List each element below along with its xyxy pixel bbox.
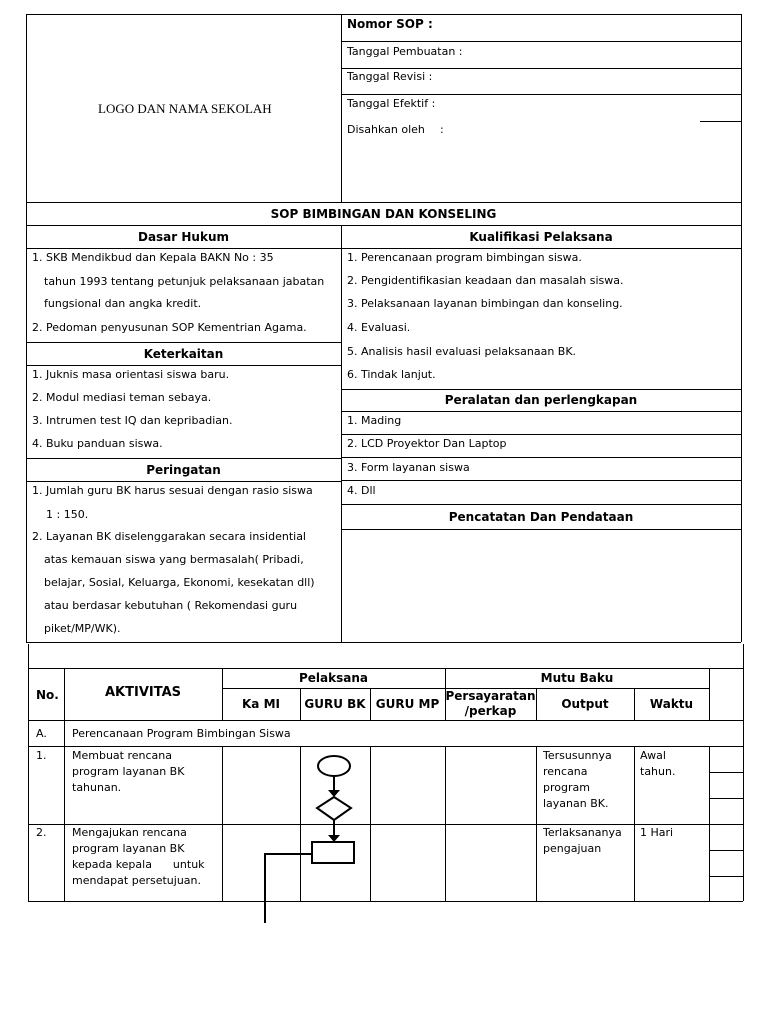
peralatan-item: 2. LCD Proyektor Dan Laptop: [347, 437, 507, 450]
row-output: Tersusunnya: [543, 749, 612, 762]
flowchart-connector: [265, 854, 312, 923]
row-aktivitas: Mengajukan rencana: [72, 826, 187, 839]
row-output: layanan BK.: [543, 797, 609, 810]
col-no-header: No.: [36, 688, 59, 702]
dasar-hukum-line: 1. SKB Mendikbud dan Kepala BAKN No : 35: [32, 251, 274, 264]
row-aktivitas: program layanan BK: [72, 765, 185, 778]
nomor-sop-label: Nomor SOP :: [347, 17, 433, 31]
pencatatan-heading: Pencatatan Dan Pendataan: [448, 510, 634, 524]
mutu-baku-group-header: Mutu Baku: [540, 671, 614, 685]
kualifikasi-heading: Kualifikasi Pelaksana: [469, 230, 613, 244]
row-no: 2.: [36, 826, 47, 839]
flowchart-decision-diamond: [317, 797, 351, 820]
peralatan-item: 3. Form layanan siswa: [347, 461, 470, 474]
peralatan-heading: Peralatan dan perlengkapan: [444, 393, 638, 407]
row-aktivitas: mendapat persetujuan.: [72, 874, 202, 887]
peringatan-line: 2. Layanan BK diselenggarakan secara insidential: [32, 530, 306, 543]
col-output-header: Output: [561, 697, 609, 711]
section-label: Perencanaan Program Bimbingan Siswa: [72, 727, 291, 740]
dasar-hukum-line: fungsional dan angka kredit.: [44, 297, 202, 310]
col-waktu-header: Waktu: [649, 697, 694, 711]
col-gurubk-header: GURU BK: [304, 697, 366, 711]
keterkaitan-item: 3. Intrumen test IQ dan kepribadian.: [32, 414, 233, 427]
col-gurump-header: GURU MP: [375, 697, 440, 711]
disahkan-colon: :: [440, 123, 444, 136]
row-aktivitas: kepada kepala untuk: [72, 858, 205, 871]
document-title: SOP BIMBINGAN DAN KONSELING: [270, 207, 497, 221]
kualifikasi-item: 3. Pelaksanaan layanan bimbingan dan konseling.: [347, 297, 623, 310]
kualifikasi-item: 4. Evaluasi.: [347, 321, 411, 334]
row-output: pengajuan: [543, 842, 602, 855]
peralatan-item: 1. Mading: [347, 414, 402, 427]
peralatan-item: 4. Dll: [347, 484, 376, 497]
row-aktivitas: program layanan BK: [72, 842, 185, 855]
col-persyaratan-header: Persayaratan: [445, 689, 536, 703]
section-no: A.: [36, 727, 47, 740]
col-persyaratan-header: /perkap: [464, 704, 517, 718]
peringatan-line: piket/MP/WK).: [44, 622, 121, 635]
col-kami-header: Ka MI: [242, 697, 280, 711]
row-aktivitas: Membuat rencana: [72, 749, 172, 762]
flowchart-start-oval: [318, 756, 350, 776]
tanggal-efektif-label: Tanggal Efektif :: [347, 97, 436, 110]
keterkaitan-item: 1. Juknis masa orientasi siswa baru.: [32, 368, 230, 381]
pelaksana-group-header: Pelaksana: [298, 671, 368, 685]
kualifikasi-item: 6. Tindak lanjut.: [347, 368, 436, 381]
row-no: 1.: [36, 749, 47, 762]
row-output: program: [543, 781, 590, 794]
col-aktivitas-header: AKTIVITAS: [104, 685, 182, 700]
row-output: rencana: [543, 765, 588, 778]
peringatan-line: 1. Jumlah guru BK harus sesuai dengan rasio siswa: [32, 484, 313, 497]
keterkaitan-item: 2. Modul mediasi teman sebaya.: [32, 391, 212, 404]
peringatan-line: belajar, Sosial, Keluarga, Ekonomi, kesekatan dll): [44, 576, 315, 589]
row-aktivitas: tahunan.: [72, 781, 122, 794]
dasar-hukum-heading: Dasar Hukum: [137, 230, 229, 244]
peringatan-heading: Peringatan: [146, 463, 221, 477]
row-output: Terlaksananya: [543, 826, 622, 839]
dasar-hukum-line: 2. Pedoman penyusunan SOP Kementrian Agama.: [32, 321, 307, 334]
kualifikasi-item: 5. Analisis hasil evaluasi pelaksanaan BK.: [347, 345, 577, 358]
kualifikasi-item: 2. Pengidentifikasian keadaan dan masalah siswa.: [347, 274, 624, 287]
keterkaitan-item: 4. Buku panduan siswa.: [32, 437, 163, 450]
row-waktu: 1 Hari: [640, 826, 674, 839]
disahkan-oleh-label: Disahkan oleh: [347, 123, 425, 136]
keterkaitan-heading: Keterkaitan: [143, 347, 224, 361]
row-waktu: Awal: [640, 749, 666, 762]
row-waktu: tahun.: [640, 765, 676, 778]
peringatan-line: 1 : 150.: [46, 508, 89, 521]
flowchart-process-box: [312, 842, 354, 863]
tanggal-revisi-label: Tanggal Revisi :: [347, 70, 433, 83]
logo-placeholder: LOGO DAN NAMA SEKOLAH: [98, 101, 272, 116]
dasar-hukum-line: tahun 1993 tentang petunjuk pelaksanaan jabatan: [44, 275, 325, 288]
kualifikasi-item: 1. Perencanaan program bimbingan siswa.: [347, 251, 582, 264]
peringatan-line: atas kemauan siswa yang bermasalah( Pribadi,: [44, 553, 304, 566]
peringatan-line: atau berdasar kebutuhan ( Rekomendasi guru: [44, 599, 298, 612]
tanggal-pembuatan-label: Tanggal Pembuatan :: [347, 45, 463, 58]
flowchart-arrowhead: [328, 835, 340, 842]
